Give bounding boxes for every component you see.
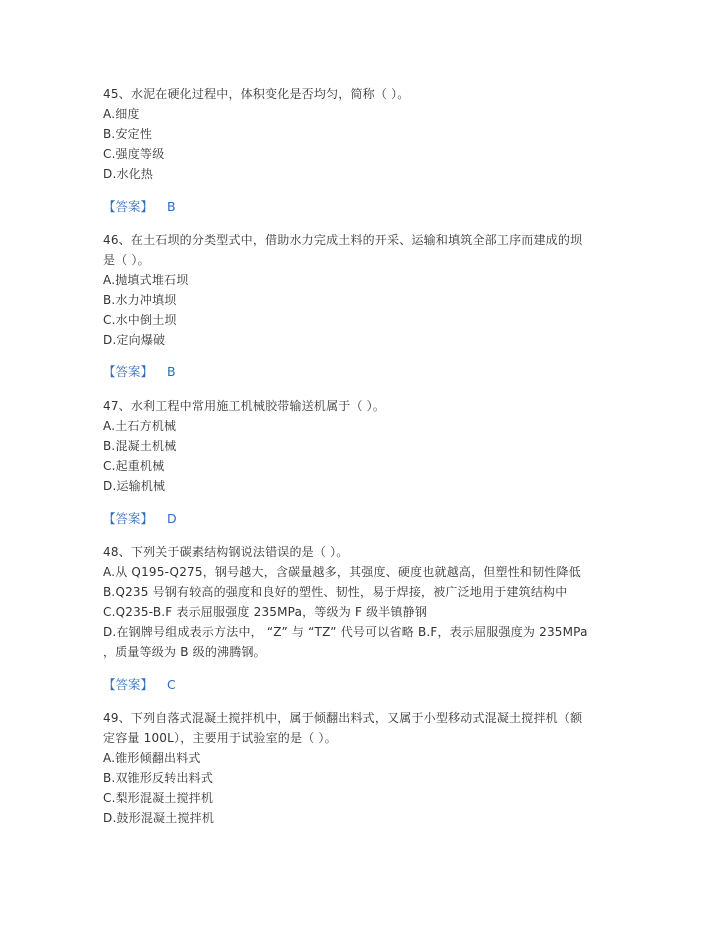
question-45-option-b: B.安定性 bbox=[103, 127, 153, 141]
question-46-stem-line-1: 46、在土石坝的分类型式中，借助水力完成土料的开采、运输和填筑全部工序而建成的坝 bbox=[103, 233, 583, 247]
question-48-stem-line-1: 48、下列关于碳素结构钢说法错误的是（ ）。 bbox=[103, 545, 349, 559]
answer-value: B bbox=[167, 199, 176, 214]
answer-label: 【答案】 bbox=[103, 199, 154, 214]
answer-value: C bbox=[167, 677, 176, 692]
question-46-option-a: A.抛填式堆石坝 bbox=[103, 273, 189, 287]
question-49-stem-line-1: 49、下列自落式混凝土搅拌机中，属于倾翻出料式，又属于小型移动式混凝土搅拌机（额 bbox=[103, 711, 583, 725]
question-46-option-c: C.水中倒土坝 bbox=[103, 313, 177, 327]
question-47-answer bbox=[103, 511, 177, 527]
question-49-option-d: D.鼓形混凝土搅拌机 bbox=[103, 811, 215, 825]
question-48-option-d-continued: ，质量等级为 B 级的沸腾钢。 bbox=[103, 645, 266, 659]
question-49-stem-line-2: 定容量 100L），主要用于试验室的是（ ）。 bbox=[103, 731, 337, 745]
question-48-option-b: B.Q235 号钢有较高的强度和良好的塑性、韧性，易于焊接，被广泛地用于建筑结构中 bbox=[103, 585, 568, 599]
question-48-answer bbox=[103, 677, 176, 693]
question-47-option-c: C.起重机械 bbox=[103, 459, 165, 473]
question-49-option-b: B.双锥形反转出料式 bbox=[103, 771, 214, 785]
question-49-option-c: C.梨形混凝土搅拌机 bbox=[103, 791, 214, 805]
question-46-option-b: B.水力冲填坝 bbox=[103, 293, 177, 307]
question-47-option-d: D.运输机械 bbox=[103, 479, 166, 493]
question-47-stem-line-1: 47、水利工程中常用施工机械胶带输送机属于（ ）。 bbox=[103, 399, 386, 413]
question-45-answer bbox=[103, 199, 176, 215]
question-48-option-c: C.Q235-B.F 表示屈服强度 235MPa，等级为 F 级半镇静钢 bbox=[103, 605, 428, 619]
question-45-stem-line-1: 45、水泥在硬化过程中，体积变化是否均匀，简称（ ）。 bbox=[103, 87, 410, 101]
answer-label: 【答案】 bbox=[103, 511, 154, 526]
question-46-stem-line-2: 是（ ）。 bbox=[103, 253, 150, 267]
answer-value: D bbox=[167, 511, 177, 526]
question-46-option-d: D.定向爆破 bbox=[103, 333, 166, 347]
question-48-option-d: D.在钢牌号组成表示方法中， “Z” 与 “TZ” 代号可以省略 B.F，表示屈服强度为 235MPa bbox=[103, 625, 588, 639]
question-45-option-d: D.水化热 bbox=[103, 167, 154, 181]
question-45-option-a: A.细度 bbox=[103, 107, 140, 121]
answer-label: 【答案】 bbox=[103, 677, 154, 692]
answer-label: 【答案】 bbox=[103, 364, 154, 379]
answer-value: B bbox=[167, 364, 176, 379]
question-49-option-a: A.锥形倾翻出料式 bbox=[103, 751, 201, 765]
question-47-option-a: A.土石方机械 bbox=[103, 419, 177, 433]
question-48-option-a: A.从 Q195-Q275，钢号越大，含碳量越多，其强度、硬度也就越高，但塑性和韧性降低 bbox=[103, 565, 581, 579]
question-45-option-c: C.强度等级 bbox=[103, 147, 165, 161]
question-46-answer bbox=[103, 364, 176, 380]
question-47-option-b: B.混凝土机械 bbox=[103, 439, 177, 453]
